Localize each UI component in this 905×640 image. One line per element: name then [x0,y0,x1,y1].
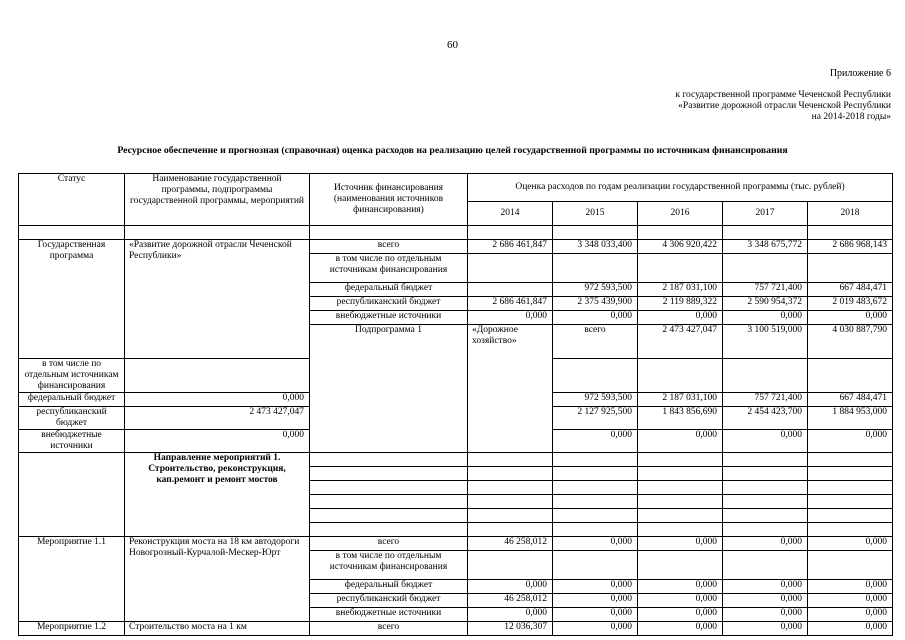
value-cell: 0,000 [553,537,638,551]
value-cell: 0,000 [808,311,893,325]
source-cell: федеральный бюджет [310,283,468,297]
value-cell: 2 119 889,322 [638,297,723,311]
source-cell: в том числе по отдельным источникам финансирования [310,254,468,283]
subtitle-line: «Развитие дорожной отрасли Чеченской Республики [678,101,891,111]
value-cell: 0,000 [808,608,893,622]
header-year: 2014 [468,202,553,226]
source-cell: внебюджетные источники [310,311,468,325]
header-year: 2016 [638,202,723,226]
value-cell: 0,000 [723,580,808,594]
value-cell: 0,000 [723,430,808,453]
status-cell: Государственная программа [19,240,125,359]
status-cell: Мероприятие 1.1 [19,537,125,622]
finance-table [18,173,893,636]
source-cell: республиканский бюджет [19,407,125,430]
header-source: Источник финансирования (наименования источников финансирования) [310,174,468,226]
value-cell: 2 187 031,100 [638,393,723,407]
value-cell: 0,000 [638,311,723,325]
value-cell: 2 473 427,047 [638,325,723,359]
value-cell: 0,000 [808,622,893,636]
value-cell: 0,000 [553,580,638,594]
value-cell: 0,000 [553,608,638,622]
value-cell: 0,000 [638,430,723,453]
value-cell: 2 686 968,143 [808,240,893,254]
value-cell: 2 590 954,372 [723,297,808,311]
value-cell: 0,000 [468,580,553,594]
status-cell: Мероприятие 1.2 [19,622,125,636]
value-cell: 0,000 [723,608,808,622]
value-cell: 0,000 [468,608,553,622]
value-cell: 2 686 461,847 [468,297,553,311]
value-cell: 0,000 [468,311,553,325]
header-row [19,174,893,202]
table-row [19,622,893,636]
source-cell: внебюджетные источники [310,608,468,622]
value-cell: 757 721,400 [723,283,808,297]
value-cell: 0,000 [808,580,893,594]
value-cell: 972 593,500 [553,283,638,297]
source-cell: внебюджетные источники [19,430,125,453]
value-cell: 667 484,471 [808,283,893,297]
value-cell: 0,000 [553,311,638,325]
value-cell: 0,000 [638,622,723,636]
value-cell: 757 721,400 [723,393,808,407]
direction-row [19,453,893,467]
name-cell: «Дорожное хозяйство» [468,325,553,453]
value-cell: 0,000 [808,594,893,608]
value-cell [468,283,553,297]
name-cell: Реконструкция моста на 18 км автодороги Новогрозный-Курчалой-Мескер-Юрт [125,537,310,622]
source-cell: республиканский бюджет [310,297,468,311]
source-cell: федеральный бюджет [310,580,468,594]
value-cell: 3 348 033,400 [553,240,638,254]
value-cell: 0,000 [723,311,808,325]
document-title: Ресурсное обеспечение и прогнозная (справочная) оценка расходов на реализацию целей государственной программы по источникам финансирования [117,145,788,156]
value-cell: 2 375 439,900 [553,297,638,311]
value-cell: 46 258,012 [468,537,553,551]
subtitle-line: на 2014-2018 годы» [811,112,891,122]
status-cell: Подпрограмма 1 [310,325,468,453]
value-cell: 1 884 953,000 [808,407,893,430]
value-cell: 0,000 [808,537,893,551]
appendix-label: Приложение 6 [829,68,891,79]
value-cell: 667 484,471 [808,393,893,407]
source-cell: всего [310,240,468,254]
name-cell: «Развитие дорожной отрасли Чеченской Республики» [125,240,310,359]
table-row [19,240,893,254]
page-number: 60 [447,39,458,51]
value-cell: 0,000 [638,594,723,608]
value-cell: 0,000 [638,537,723,551]
value-cell: 2 019 483,672 [808,297,893,311]
header-estimate: Оценка расходов по годам реализации государственной программы (тыс. рублей) [468,174,893,202]
appendix-subtitle [471,90,891,123]
header-year: 2018 [808,202,893,226]
value-cell: 2 187 031,100 [638,283,723,297]
header-name: Наименование государственной программы, подпрограммы государственной программы, мероприятий [125,174,310,226]
value-cell: 3 100 519,000 [723,325,808,359]
value-cell: 12 036,307 [468,622,553,636]
source-cell: республиканский бюджет [310,594,468,608]
value-cell: 0,000 [553,594,638,608]
value-cell: 0,000 [125,430,310,453]
value-cell: 2 686 461,847 [468,240,553,254]
value-cell: 3 348 675,772 [723,240,808,254]
value-cell: 2 473 427,047 [125,407,310,430]
value-cell: 2 127 925,500 [553,407,638,430]
value-cell: 0,000 [638,608,723,622]
source-cell: в том числе по отдельным источникам финансирования [19,359,125,393]
value-cell: 4 306 920,422 [638,240,723,254]
value-cell: 0,000 [553,430,638,453]
header-status: Статус [19,174,125,226]
value-cell: 46 258,012 [468,594,553,608]
value-cell: 4 030 887,790 [808,325,893,359]
value-cell: 1 843 856,690 [638,407,723,430]
source-cell: федеральный бюджет [19,393,125,407]
value-cell: 2 454 423,700 [723,407,808,430]
source-cell: всего [553,325,638,359]
source-cell: в том числе по отдельным источникам финансирования [310,551,468,580]
value-cell: 0,000 [125,393,310,407]
value-cell: 0,000 [723,594,808,608]
header-year: 2015 [553,202,638,226]
source-cell: всего [310,622,468,636]
value-cell: 972 593,500 [553,393,638,407]
spacer-row [19,226,893,240]
header-year: 2017 [723,202,808,226]
table-row [19,537,893,551]
value-cell: 0,000 [553,622,638,636]
subtitle-line: к государственной программе Чеченской Республики [675,90,891,100]
value-cell: 0,000 [723,537,808,551]
value-cell: 0,000 [638,580,723,594]
value-cell: 0,000 [808,430,893,453]
name-cell: Строительство моста на 1 км [125,622,310,636]
source-cell: всего [310,537,468,551]
direction-cell: Направление мероприятий 1. Строительство, реконструкция, кап.ремонт и ремонт мостов [125,453,310,537]
value-cell: 0,000 [723,622,808,636]
